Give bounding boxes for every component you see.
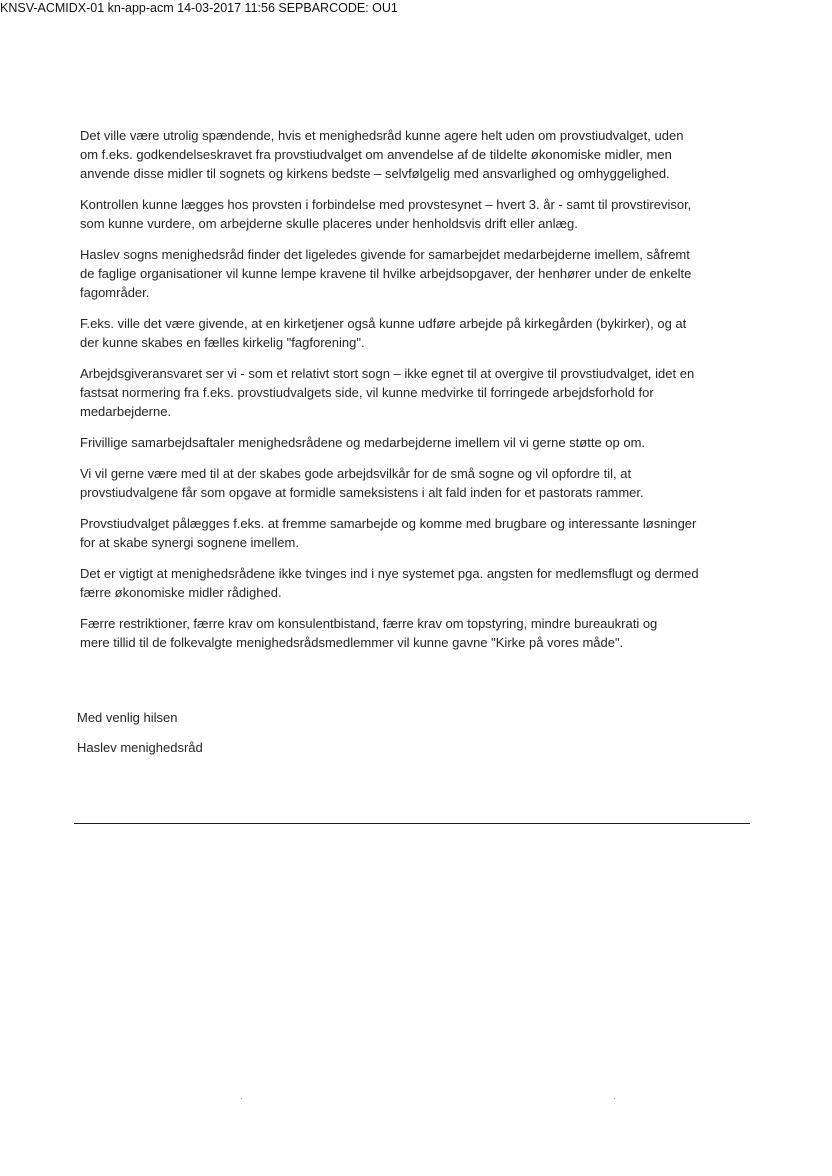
paragraph <box>80 245 760 302</box>
paragraph <box>80 614 760 652</box>
fax-header: KNSV-ACMIDX-01 kn-app-acm 14-03-2017 11:56 SEPBARCODE: OU1 <box>0 1 398 15</box>
text-line: fastsat normering fra f.eks. provstiudvalgets side, vil kunne medvirke til forringede arbejdsforhold for <box>80 385 654 400</box>
paragraph <box>80 564 760 602</box>
text-line: Det ville være utrolig spændende, hvis et menighedsråd kunne agere helt uden om provstiudvalget, uden <box>80 128 684 143</box>
closing-greeting: Med venlig hilsen <box>77 710 178 725</box>
text-line: anvende disse midler til sognets og kirkens bedste – selvfølgelig med ansvarlighed og omhyggelighed. <box>80 166 670 181</box>
paragraph <box>80 195 760 233</box>
text-line: F.eks. ville det være givende, at en kirketjener også kunne udføre arbejde på kirkegården (bykirker), og at <box>80 316 687 331</box>
paragraph <box>80 464 760 502</box>
paragraph <box>80 314 760 352</box>
text-line: fagområder. <box>80 285 150 300</box>
text-line: som kunne vurdere, om arbejderne skulle placeres under henholdsvis drift eller anlæg. <box>80 216 578 231</box>
text-line: Det er vigtigt at menighedsrådene ikke tvinges ind i nye systemet pga. angsten for medlemsflugt og dermed <box>80 566 699 581</box>
text-line: Haslev sogns menighedsråd finder det ligeledes givende for samarbejdet medarbejderne imellem, såfremt <box>80 247 690 262</box>
text-line: Vi vil gerne være med til at der skabes gode arbejdsvilkår for de små sogne og vil opfordre til, at <box>80 466 632 481</box>
text-line: mere tillid til de folkevalgte menighedsrådsmedlemmer vil kunne gavne "Kirke på vores måde". <box>80 635 624 650</box>
text-line: provstiudvalgene får som opgave at formidle sameksistens i alt fald inden for et pastorats rammer. <box>80 485 644 500</box>
letter-body <box>80 126 760 664</box>
text-line: om f.eks. godkendelseskravet fra provstiudvalget om anvendelse af de tildelte økonomiske midler, men <box>80 147 672 162</box>
text-line: Arbejdsgiveransvaret ser vi - som et relativt stort sogn – ikke egnet til at overgive til provstiudvalget, idet en <box>80 366 695 381</box>
text-line: Frivillige samarbejdsaftaler menighedsrådene og medarbejderne imellem vil vi gerne støtte op om. <box>80 435 646 450</box>
text-line: Provstiudvalget pålægges f.eks. at fremme samarbejde og komme med brugbare og interessante løsninger <box>80 516 697 531</box>
text-line: medarbejderne. <box>80 404 172 419</box>
text-line: Kontrollen kunne lægges hos provsten i forbindelse med provstesynet – hvert 3. år - samt til provstirevisor, <box>80 197 692 212</box>
scan-speck <box>614 1098 615 1099</box>
paragraph <box>80 433 760 452</box>
text-line: for at skabe synergi sognene imellem. <box>80 535 299 550</box>
closing-signature: Haslev menighedsråd <box>77 740 203 755</box>
text-line: de faglige organisationer vil kunne lempe kravene til hvilke arbejdsopgaver, der henhører under de enkelte <box>80 266 692 281</box>
text-line: færre økonomiske midler rådighed. <box>80 585 282 600</box>
scan-speck <box>241 1098 242 1099</box>
text-line: Færre restriktioner, færre krav om konsulentbistand, færre krav om topstyring, mindre bureaukrati og <box>80 616 658 631</box>
paragraph <box>80 126 760 183</box>
horizontal-rule <box>74 823 750 824</box>
paragraph <box>80 364 760 421</box>
paragraph <box>80 514 760 552</box>
text-line: der kunne skabes en fælles kirkelig "fagforening". <box>80 335 365 350</box>
